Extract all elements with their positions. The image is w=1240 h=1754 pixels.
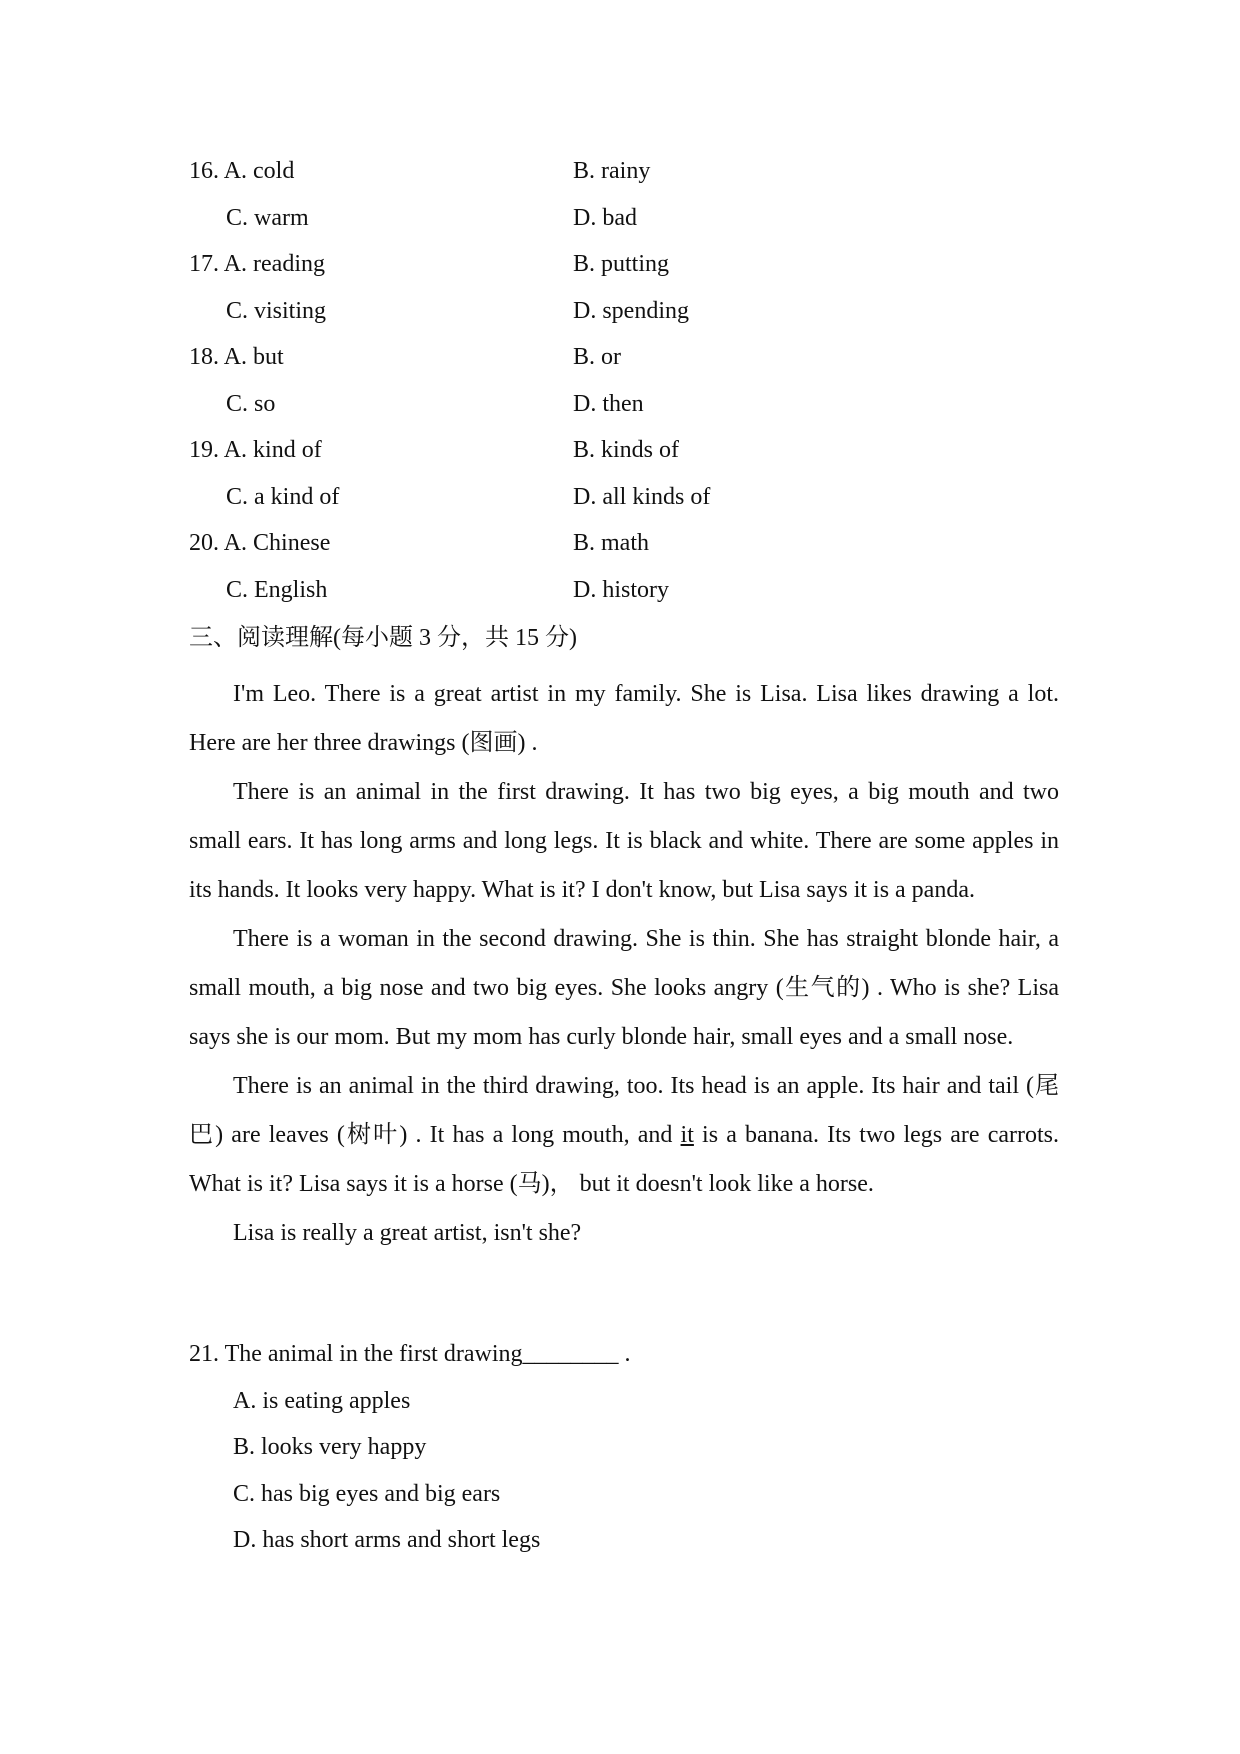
q20-option-a <box>189 530 330 556</box>
q18-option-d: D. then <box>573 390 644 417</box>
passage-paragraph-4 <box>189 1062 1059 1209</box>
p4-text-after: is a banana. Its two legs are carrots. What is it? Lisa says it is a horse (马)， but it doesn't look like a horse. <box>189 1122 1060 1197</box>
q16-option-c: C. warm <box>226 204 309 231</box>
question-20-row-1 <box>189 530 1059 577</box>
q18-a-text: A. but <box>223 344 284 370</box>
passage-paragraph-3: There is a woman in the second drawing. She is thin. She has straight blonde hair, a small mouth, a big nose and two big eyes. She looks angry (生气的) . Who is she? Lisa says she is our mom. But my mom has curly blonde hair, small eyes and a small nose. <box>189 926 1059 1050</box>
p4-underlined-word: it <box>680 1122 694 1148</box>
q19-option-d: D. all kinds of <box>573 483 711 510</box>
passage-paragraph-1: I'm Leo. There is a great artist in my family. She is Lisa. Lisa likes drawing a lot. Here are her three drawings (图画) . <box>189 681 1059 756</box>
question-17-row-1 <box>189 251 1059 298</box>
question-18-row-2 <box>189 391 1059 438</box>
question-16-row-1 <box>189 158 1059 205</box>
q18-option-c: C. so <box>226 390 276 417</box>
question-20-row-2 <box>189 577 1059 624</box>
q17-a-text: A. reading <box>223 251 325 277</box>
q19-a-text: A. kind of <box>223 437 322 463</box>
q21-option-d: D. has short arms and short legs <box>233 1527 541 1553</box>
q16-a-text: A. cold <box>223 158 295 184</box>
question-17-row-2 <box>189 298 1059 345</box>
q19-option-b: B. kinds of <box>573 437 680 463</box>
question-16-row-2 <box>189 205 1059 252</box>
q16-option-b: B. rainy <box>573 158 651 184</box>
q16-number: 16. <box>189 158 219 184</box>
q17-option-a <box>189 251 325 277</box>
q18-number: 18. <box>189 344 219 370</box>
question-19-row-2 <box>189 484 1059 531</box>
section-heading: 三、阅读理解(每小题 3 分，共 15 分) <box>189 625 577 651</box>
q20-number: 20. <box>189 530 219 556</box>
q16-option-d: D. bad <box>573 204 637 231</box>
q19-number: 19. <box>189 437 219 463</box>
exam-page <box>189 158 1060 1553</box>
q17-option-b: B. putting <box>573 251 670 277</box>
q17-option-d: D. spending <box>573 297 689 324</box>
p4-text-before: There is an animal in the third drawing, too. Its head is an apple. Its hair and tail (尾巴) are leaves (树叶) . It has a long mouth, and <box>189 1073 1059 1148</box>
q20-option-b: B. math <box>573 530 649 556</box>
q20-option-c: C. English <box>226 576 328 603</box>
q21-option-c: C. has big eyes and big ears <box>233 1480 501 1507</box>
q16-option-a <box>189 158 294 184</box>
q17-number: 17. <box>189 251 219 277</box>
question-19-row-1 <box>189 437 1059 484</box>
q17-option-c: C. visiting <box>226 297 327 324</box>
q19-option-c: C. a kind of <box>226 483 340 510</box>
q21-option-b: B. looks very happy <box>233 1434 427 1460</box>
q21-option-a: A. is eating apples <box>233 1387 411 1414</box>
q18-option-b: B. or <box>573 344 621 370</box>
question-21 <box>189 1340 1059 1554</box>
q18-option-a <box>189 344 284 370</box>
q20-option-d: D. history <box>573 576 669 603</box>
question-18-row-1 <box>189 344 1059 391</box>
question-21-stem: 21. The animal in the first drawing________ . <box>189 1341 631 1367</box>
passage-paragraph-2: There is an animal in the first drawing. It has two big eyes, a big mouth and two small ears. It has long arms and long legs. It is black and white. There are some apples in its hands. It looks very happy. What is it? I don't know, but Lisa says it is a panda. <box>189 779 1059 903</box>
q19-option-a <box>189 437 322 463</box>
q20-a-text: A. Chinese <box>223 530 331 556</box>
reading-passage <box>189 670 1059 1258</box>
passage-paragraph-5: Lisa is really a great artist, isn't she? <box>233 1220 582 1246</box>
